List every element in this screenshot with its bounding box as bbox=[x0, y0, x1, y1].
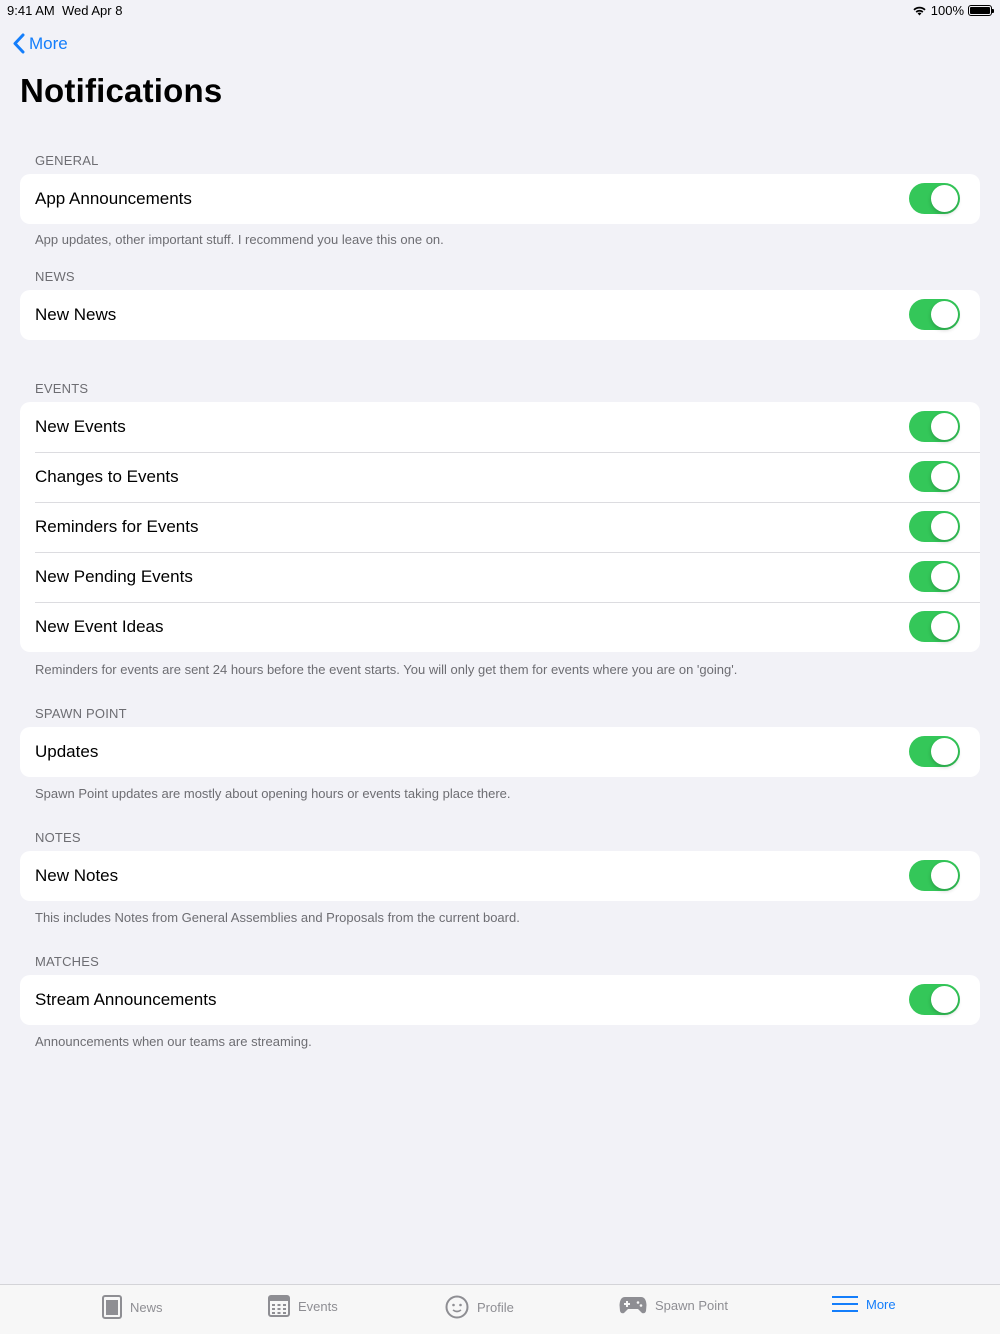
row-label: New Event Ideas bbox=[35, 617, 164, 636]
tab-spawn-point[interactable] bbox=[619, 1295, 728, 1315]
row-label: New Notes bbox=[35, 866, 119, 885]
chevron-left-icon bbox=[12, 33, 25, 54]
group-notes bbox=[20, 851, 980, 901]
group-events bbox=[20, 402, 980, 652]
section-header-events: EVENTS bbox=[35, 381, 89, 396]
tab-label: Events bbox=[298, 1298, 338, 1314]
tab-label: News bbox=[130, 1299, 163, 1315]
tab-profile[interactable] bbox=[445, 1295, 514, 1319]
toggle-new-news[interactable] bbox=[909, 299, 960, 330]
tab-news[interactable] bbox=[102, 1295, 163, 1319]
tab-events[interactable] bbox=[268, 1295, 338, 1317]
toggle-new-event-ideas[interactable] bbox=[909, 611, 960, 642]
calendar-icon bbox=[268, 1295, 290, 1317]
group-matches bbox=[20, 975, 980, 1025]
tab-label: Spawn Point bbox=[655, 1297, 728, 1313]
row-label: New Events bbox=[35, 417, 126, 436]
status-time: 9:41 AM bbox=[7, 3, 55, 18]
back-button-label: More bbox=[29, 33, 68, 53]
battery-icon bbox=[968, 5, 992, 16]
tab-bar bbox=[0, 1284, 1000, 1334]
row-label: Stream Announcements bbox=[35, 990, 217, 1009]
toggle-updates[interactable] bbox=[909, 736, 960, 767]
status-date: Wed Apr 8 bbox=[62, 3, 123, 18]
section-header-matches: MATCHES bbox=[35, 954, 99, 969]
section-footer-spawn-point: Spawn Point updates are mostly about opening hours or events taking place there. bbox=[35, 786, 511, 801]
battery-fill bbox=[970, 7, 990, 14]
toggle-knob bbox=[931, 413, 958, 440]
toggle-reminders-for-events[interactable] bbox=[909, 511, 960, 542]
wifi-icon bbox=[912, 5, 927, 16]
row-updates bbox=[20, 727, 980, 777]
toggle-knob bbox=[931, 185, 958, 212]
section-header-news: NEWS bbox=[35, 269, 75, 284]
section-header-spawn-point: SPAWN POINT bbox=[35, 706, 127, 721]
toggle-knob bbox=[931, 862, 958, 889]
row-label: App Announcements bbox=[35, 189, 192, 208]
row-reminders-for-events bbox=[20, 502, 980, 552]
group-spawn-point bbox=[20, 727, 980, 777]
toggle-knob bbox=[931, 986, 958, 1013]
toggle-new-notes[interactable] bbox=[909, 860, 960, 891]
row-label: Changes to Events bbox=[35, 467, 179, 486]
row-app-announcements bbox=[20, 174, 980, 224]
tab-label: More bbox=[866, 1296, 896, 1312]
newspaper-icon bbox=[102, 1295, 122, 1319]
gamepad-icon bbox=[619, 1295, 647, 1315]
toggle-new-pending-events[interactable] bbox=[909, 561, 960, 592]
row-stream-announcements bbox=[20, 975, 980, 1025]
toggle-knob bbox=[931, 613, 958, 640]
toggle-knob bbox=[931, 463, 958, 490]
toggle-new-events[interactable] bbox=[909, 411, 960, 442]
smiley-face-icon bbox=[445, 1295, 469, 1319]
row-new-notes bbox=[20, 851, 980, 901]
section-footer-notes: This includes Notes from General Assemblies and Proposals from the current board. bbox=[35, 910, 520, 925]
toggle-knob bbox=[931, 513, 958, 540]
toggle-knob bbox=[931, 738, 958, 765]
row-label: New News bbox=[35, 305, 117, 324]
section-header-general: GENERAL bbox=[35, 153, 99, 168]
group-general bbox=[20, 174, 980, 224]
section-footer-matches: Announcements when our teams are streaming. bbox=[35, 1034, 312, 1049]
row-new-news bbox=[20, 290, 980, 340]
toggle-knob bbox=[931, 301, 958, 328]
page-title: Notifications bbox=[20, 72, 223, 109]
section-header-notes: NOTES bbox=[35, 830, 81, 845]
row-label: Reminders for Events bbox=[35, 517, 199, 536]
menu-lines-icon bbox=[832, 1295, 858, 1313]
toggle-stream-announcements[interactable] bbox=[909, 984, 960, 1015]
status-bar bbox=[0, 0, 1000, 20]
section-footer-general: App updates, other important stuff. I recommend you leave this one on. bbox=[35, 232, 444, 247]
row-new-pending-events bbox=[20, 552, 980, 602]
tab-label: Profile bbox=[477, 1299, 514, 1315]
toggle-knob bbox=[931, 563, 958, 590]
row-label: New Pending Events bbox=[35, 567, 193, 586]
back-button[interactable] bbox=[12, 33, 68, 54]
row-label: Updates bbox=[35, 742, 99, 761]
section-footer-events: Reminders for events are sent 24 hours before the event starts. You will only get them for events where you are on 'going'. bbox=[35, 662, 738, 677]
row-changes-to-events bbox=[20, 452, 980, 502]
row-new-events bbox=[20, 402, 980, 452]
tab-more[interactable] bbox=[832, 1295, 896, 1313]
group-news bbox=[20, 290, 980, 340]
toggle-app-announcements[interactable] bbox=[909, 183, 960, 214]
status-indicators bbox=[912, 3, 992, 18]
toggle-changes-to-events[interactable] bbox=[909, 461, 960, 492]
row-new-event-ideas bbox=[20, 602, 980, 652]
battery-percent: 100% bbox=[930, 3, 964, 18]
